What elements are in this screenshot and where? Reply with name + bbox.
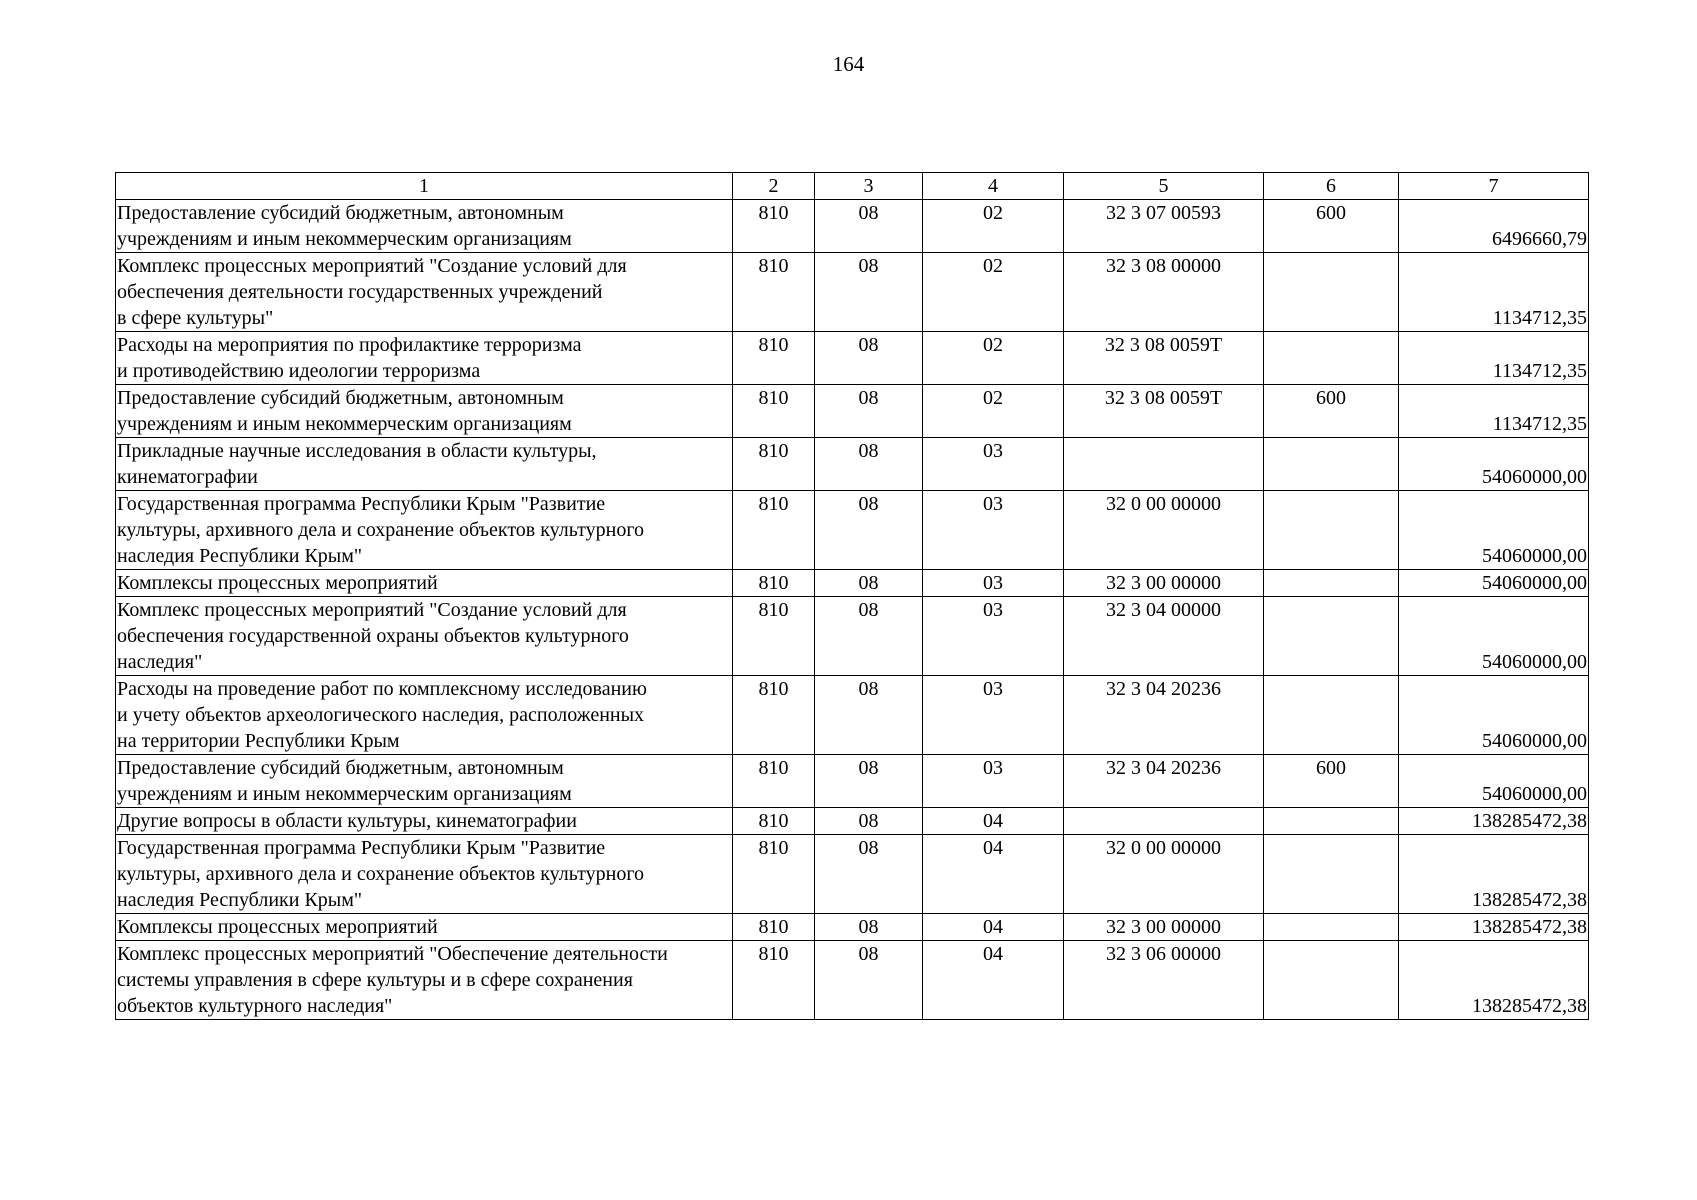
ministry-code-cell: 810 — [733, 200, 815, 253]
amount-cell: 1134712,35 — [1399, 253, 1589, 332]
ministry-code-cell: 810 — [733, 332, 815, 385]
budget-table — [115, 172, 1589, 1020]
target-article-code-cell: 32 3 07 00593 — [1064, 200, 1264, 253]
ministry-code-cell: 810 — [733, 914, 815, 941]
section-code-cell: 08 — [815, 332, 923, 385]
expense-type-code-cell — [1264, 570, 1399, 597]
subsection-code-cell: 03 — [923, 570, 1064, 597]
subsection-code-cell: 03 — [923, 491, 1064, 570]
target-article-code-cell — [1064, 438, 1264, 491]
target-article-code-cell: 32 3 04 20236 — [1064, 755, 1264, 808]
header-cell-6: 6 — [1264, 173, 1399, 200]
table-row — [116, 332, 1589, 385]
ministry-code-cell: 810 — [733, 835, 815, 914]
ministry-code-cell: 810 — [733, 253, 815, 332]
header-cell-2: 2 — [733, 173, 815, 200]
subsection-code-cell: 03 — [923, 676, 1064, 755]
ministry-code-cell: 810 — [733, 570, 815, 597]
item-name-cell: Комплекс процессных мероприятий "Создание условий для обеспечения деятельности государственных учреждений в сфере культуры" — [116, 253, 733, 332]
table-row — [116, 491, 1589, 570]
expense-type-code-cell — [1264, 808, 1399, 835]
expense-type-code-cell — [1264, 253, 1399, 332]
target-article-code-cell: 32 3 08 0059Т — [1064, 385, 1264, 438]
table-row — [116, 438, 1589, 491]
target-article-code-cell: 32 0 00 00000 — [1064, 491, 1264, 570]
expense-type-code-cell: 600 — [1264, 385, 1399, 438]
item-name-cell: Предоставление субсидий бюджетным, автономным учреждениям и иным некоммерческим организациям — [116, 385, 733, 438]
header-cell-3: 3 — [815, 173, 923, 200]
subsection-code-cell: 03 — [923, 597, 1064, 676]
section-code-cell: 08 — [815, 438, 923, 491]
section-code-cell: 08 — [815, 570, 923, 597]
item-name-cell: Государственная программа Республики Крым "Развитие культуры, архивного дела и сохранение объектов культурного наследия Республики Крым" — [116, 835, 733, 914]
expense-type-code-cell — [1264, 597, 1399, 676]
item-name-cell: Предоставление субсидий бюджетным, автономным учреждениям и иным некоммерческим организациям — [116, 200, 733, 253]
page-number: 164 — [832, 52, 865, 76]
item-name-cell: Комплекс процессных мероприятий "Обеспечение деятельности системы управления в сфере культуры и в сфере сохранения объектов культурного наследия" — [116, 941, 733, 1020]
section-code-cell: 08 — [815, 914, 923, 941]
header-cell-4: 4 — [923, 173, 1064, 200]
section-code-cell: 08 — [815, 200, 923, 253]
ministry-code-cell: 810 — [733, 597, 815, 676]
target-article-code-cell: 32 3 08 0059Т — [1064, 332, 1264, 385]
expense-type-code-cell — [1264, 676, 1399, 755]
expense-type-code-cell — [1264, 914, 1399, 941]
item-name-cell: Комплекс процессных мероприятий "Создание условий для обеспечения государственной охраны объектов культурного наследия" — [116, 597, 733, 676]
amount-cell: 54060000,00 — [1399, 676, 1589, 755]
amount-cell: 138285472,38 — [1399, 941, 1589, 1020]
subsection-code-cell: 02 — [923, 332, 1064, 385]
section-code-cell: 08 — [815, 755, 923, 808]
subsection-code-cell: 03 — [923, 438, 1064, 491]
expense-type-code-cell — [1264, 835, 1399, 914]
target-article-code-cell: 32 3 04 00000 — [1064, 597, 1264, 676]
table-row — [116, 385, 1589, 438]
item-name-cell: Комплексы процессных мероприятий — [116, 570, 733, 597]
subsection-code-cell: 04 — [923, 835, 1064, 914]
table-row — [116, 808, 1589, 835]
item-name-cell: Другие вопросы в области культуры, кинематографии — [116, 808, 733, 835]
ministry-code-cell: 810 — [733, 755, 815, 808]
target-article-code-cell: 32 3 04 20236 — [1064, 676, 1264, 755]
ministry-code-cell: 810 — [733, 438, 815, 491]
table-row — [116, 570, 1589, 597]
section-code-cell: 08 — [815, 253, 923, 332]
section-code-cell: 08 — [815, 941, 923, 1020]
expense-type-code-cell — [1264, 332, 1399, 385]
item-name-cell: Предоставление субсидий бюджетным, автономным учреждениям и иным некоммерческим организациям — [116, 755, 733, 808]
amount-cell: 54060000,00 — [1399, 597, 1589, 676]
section-code-cell: 08 — [815, 491, 923, 570]
expense-type-code-cell: 600 — [1264, 200, 1399, 253]
section-code-cell: 08 — [815, 808, 923, 835]
table-row — [116, 597, 1589, 676]
header-cell-1: 1 — [116, 173, 733, 200]
section-code-cell: 08 — [815, 676, 923, 755]
item-name-cell: Государственная программа Республики Крым "Развитие культуры, архивного дела и сохранение объектов культурного наследия Республики Крым" — [116, 491, 733, 570]
subsection-code-cell: 04 — [923, 941, 1064, 1020]
table-row — [116, 835, 1589, 914]
subsection-code-cell: 02 — [923, 200, 1064, 253]
amount-cell: 54060000,00 — [1399, 755, 1589, 808]
subsection-code-cell: 02 — [923, 385, 1064, 438]
section-code-cell: 08 — [815, 835, 923, 914]
table-row — [116, 755, 1589, 808]
table-row — [116, 914, 1589, 941]
ministry-code-cell: 810 — [733, 491, 815, 570]
amount-cell: 138285472,38 — [1399, 835, 1589, 914]
section-code-cell: 08 — [815, 597, 923, 676]
ministry-code-cell: 810 — [733, 385, 815, 438]
subsection-code-cell: 04 — [923, 914, 1064, 941]
amount-cell: 1134712,35 — [1399, 385, 1589, 438]
target-article-code-cell: 32 0 00 00000 — [1064, 835, 1264, 914]
expense-type-code-cell — [1264, 491, 1399, 570]
table-row — [116, 253, 1589, 332]
subsection-code-cell: 03 — [923, 755, 1064, 808]
header-cell-5: 5 — [1064, 173, 1264, 200]
item-name-cell: Прикладные научные исследования в области культуры, кинематографии — [116, 438, 733, 491]
ministry-code-cell: 810 — [733, 808, 815, 835]
amount-cell: 138285472,38 — [1399, 914, 1589, 941]
amount-cell: 6496660,79 — [1399, 200, 1589, 253]
subsection-code-cell: 04 — [923, 808, 1064, 835]
amount-cell: 1134712,35 — [1399, 332, 1589, 385]
expense-type-code-cell — [1264, 438, 1399, 491]
item-name-cell: Расходы на проведение работ по комплексному исследованию и учету объектов археологического наследия, расположенных на территории Республики Крым — [116, 676, 733, 755]
table-row — [116, 676, 1589, 755]
table-body — [116, 200, 1589, 1020]
ministry-code-cell: 810 — [733, 676, 815, 755]
section-code-cell: 08 — [815, 385, 923, 438]
subsection-code-cell: 02 — [923, 253, 1064, 332]
item-name-cell: Комплексы процессных мероприятий — [116, 914, 733, 941]
amount-cell: 54060000,00 — [1399, 570, 1589, 597]
header-cell-7: 7 — [1399, 173, 1589, 200]
header-row — [116, 173, 1589, 200]
target-article-code-cell: 32 3 06 00000 — [1064, 941, 1264, 1020]
ministry-code-cell: 810 — [733, 941, 815, 1020]
table-row — [116, 200, 1589, 253]
target-article-code-cell: 32 3 00 00000 — [1064, 570, 1264, 597]
amount-cell: 54060000,00 — [1399, 491, 1589, 570]
amount-cell: 54060000,00 — [1399, 438, 1589, 491]
table-row — [116, 941, 1589, 1020]
amount-cell: 138285472,38 — [1399, 808, 1589, 835]
expense-type-code-cell: 600 — [1264, 755, 1399, 808]
expense-type-code-cell — [1264, 941, 1399, 1020]
target-article-code-cell: 32 3 00 00000 — [1064, 914, 1264, 941]
item-name-cell: Расходы на мероприятия по профилактике терроризма и противодействию идеологии терроризма — [116, 332, 733, 385]
target-article-code-cell: 32 3 08 00000 — [1064, 253, 1264, 332]
target-article-code-cell — [1064, 808, 1264, 835]
